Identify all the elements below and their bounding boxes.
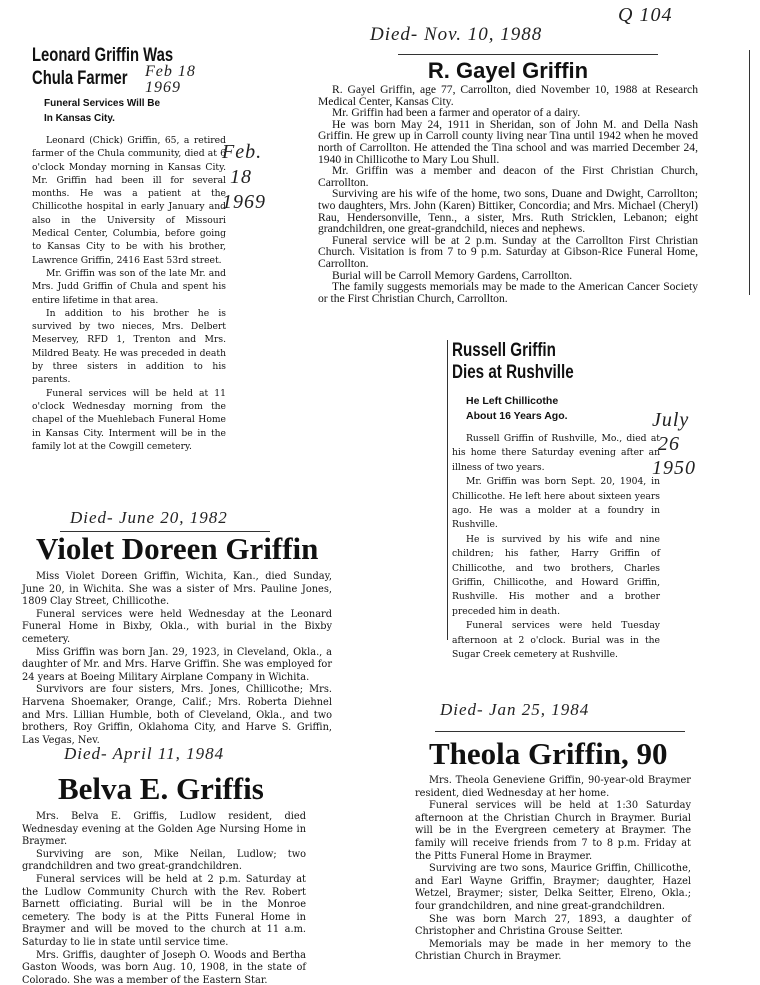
clipping-edge xyxy=(749,50,750,295)
handwritten-date: Died- Nov. 10, 1988 xyxy=(370,24,543,45)
paragraph: Mr. Griffin had been a farmer and operator of a dairy. xyxy=(332,106,581,120)
divider xyxy=(435,731,685,732)
headline-line-2: Dies at Rushville xyxy=(452,362,574,383)
hand-month: Feb. xyxy=(222,141,263,163)
paragraph: Leonard (Chick) Griffin, 65, a retired farmer of the Chula community, died at 6 o'clock Monday morning in Kansas City. Mr. Griffin had been ill for several months. He was a patient at the Chillicothe hospital in early January and also in the University of Missouri Medical Center, Columbia, before going to Kansas City to be with his brother, Lawrence Griffin, 2416 East 53rd street. xyxy=(32,135,226,266)
headline: Theola Griffin, 90 xyxy=(429,736,668,771)
paragraph: Mr. Griffin was son of the late Mr. and Mrs. Judd Griffin of Chula and spent his entire lifetime in that area. xyxy=(32,267,226,306)
headline-line-2: Chula Farmer xyxy=(32,68,128,89)
subhead-line-1: He Left Chillicothe xyxy=(466,395,559,407)
paragraph: He was born May 24, 1911 in Sheridan, son of John M. and Della Nash Griffin. He grew up in Carroll county living near Tina until 1942 when he moved north of Carrollton. He attended the Tina school and was married December 24, 1940 in Chillicothe to Mary Lou Shull. xyxy=(318,117,698,166)
paragraph: Mr. Griffin was a member and deacon of the First Christian Church, Carrollton. xyxy=(318,164,698,189)
page-number-note: Q 104 xyxy=(618,4,673,26)
hand-day: 18 xyxy=(230,166,252,188)
paragraph: Russell Griffin of Rushville, Mo., died at his home there Saturday evening after an illness of two years. xyxy=(452,433,660,473)
handwritten-date: Died- June 20, 1982 xyxy=(70,508,228,527)
handwritten-margin-date xyxy=(222,140,266,215)
clipping-belva-e-griffis xyxy=(22,772,306,985)
hand-year: 1969 xyxy=(222,191,266,213)
paragraph: Surviving are two sons, Maurice Griffin, Chillicothe, and Earl Wayne Griffin, Braymer; daughter, Hazel Wetzel, Braymer; sister, Delka Seitter, Elreno, Okla.; four grandchildren, and nine great-grandchildren. xyxy=(415,863,691,912)
paragraph: He is survived by his wife and nine children; his father, Harry Griffin of Chillicothe, and two brothers, Charles Griffin, Chillicothe, and Howard Griffin, Rushville. His mother and a brother preceded him in death. xyxy=(452,533,660,617)
clipping-leonard-griffin xyxy=(32,44,226,453)
hand-month: July xyxy=(652,409,690,431)
handwritten-date: Died- April 11, 1984 xyxy=(64,744,225,763)
subhead-line-1: Funeral Services Will Be xyxy=(44,98,161,109)
paragraph: Funeral services will be held at 1:30 Saturday afternoon at the Christian Church in Braymer. Burial will be in the Evergreen cemetery at Braymer. The family will receive friends from 7 to 8 p.m. Friday at the Pitts Funeral Home in Braymer. xyxy=(415,800,691,862)
headline-line-1: Russell Griffin xyxy=(452,340,556,361)
paragraph: Funeral services will be held at 2 p.m. Saturday at the Ludlow Community Church with the Rev. Robert Barnett officiating. Burial will be in the Monroe cemetery. The body is at the Pitts Funeral Home in Braymer and will be moved to the church at 11 a.m. Saturday to lie in state until service time. xyxy=(22,873,306,948)
paragraph: She was born March 27, 1893, a daughter of Christopher and Christina Grouse Seitter. xyxy=(415,913,691,938)
headline: R. Gayel Griffin xyxy=(427,58,589,83)
handwritten-margin-date xyxy=(652,408,696,480)
divider xyxy=(398,54,658,55)
paragraph: Mrs. Theola Geneviene Griffin, 90-year-old Braymer resident, died Wednesday at her home. xyxy=(415,775,691,799)
paragraph: Miss Violet Doreen Griffin, Wichita, Kan., died Sunday, June 20, in Wichita. She was a sister of Mrs. Pauline Jones, 1809 Clay Street, Chillicothe. xyxy=(22,571,332,608)
headline: Violet Doreen Griffin xyxy=(36,531,319,566)
subhead-line-2: In Kansas City. xyxy=(44,113,115,124)
hand-day: 26 xyxy=(658,433,680,455)
paragraph: Mrs. Belva E. Griffis, Ludlow resident, died Wednesday evening at the Golden Age Nursing Home in Braymer. xyxy=(22,811,306,848)
clipping-russell-griffin xyxy=(452,340,660,663)
paragraph: The family suggests memorials may be made to the American Cancer Society or the First Christian Church, Carrollton. xyxy=(318,280,698,305)
hand-year: 1950 xyxy=(652,457,696,479)
handwritten-date: Feb 18 1969 xyxy=(145,63,196,96)
headline-line-1: Leonard Griffin Was xyxy=(32,45,174,66)
clipping-r-gayel-griffin xyxy=(318,58,698,304)
clipping-edge xyxy=(447,340,448,640)
paragraph: Funeral services were held Tuesday afternoon at 2 o'clock. Burial was in the Sugar Creek cemetery at Rushville. xyxy=(452,620,660,661)
paragraph: Memorials may be made in her memory to the Christian Church in Braymer. xyxy=(415,938,691,963)
paragraph: Funeral services will be held at 11 o'clock Wednesday morning from the chapel of the Muehlebach Funeral Home in Kansas City. Interment will be in the family lot at the Cowgill cemetery. xyxy=(32,387,226,452)
handwritten-date: Died- Jan 25, 1984 xyxy=(440,700,590,719)
paragraph: Surviving are son, Mike Neilan, Ludlow; two grandchildren and two great-grandchildren. xyxy=(22,848,306,873)
headline: Belva E. Griffis xyxy=(58,771,264,806)
paragraph: Mr. Griffin was born Sept. 20, 1904, in Chillicothe. He left here about sixteen years ago. He was a molder at a foundry in Rushville. xyxy=(452,476,660,531)
paragraph: Funeral service will be at 2 p.m. Sunday at the Carrollton First Christian Church. Visitation is from 7 to 9 p.m. Saturday at Gibson-Rice Funeral Home, Carrollton. xyxy=(318,233,698,270)
clipping-theola-griffin xyxy=(415,737,691,964)
paragraph: Survivors are four sisters, Mrs. Jones, Chillicothe; Mrs. Harvena Shoemaker, Orange, Calif.; Mrs. Roberta Diehnel and Mrs. Lillian Humble, both of Cleveland, Okla., and two brothers, Roy Griffin, Oklahoma City, and Harve S. Griffin, Las Vegas, Nev. xyxy=(22,684,332,746)
paragraph: Burial will be Carroll Memory Gardens, Carrollton. xyxy=(332,268,573,282)
paragraph: Surviving are his wife of the home, two sons, Duane and Dwight, Carrollton; two daughters, Mrs. John (Karen) Bittiker, Concordia; and Mrs. Michael (Cheryl) Rau, Hendersonville, Tenn., a sister, Mrs. Ruth Stricklen, Lebanon; eight grandchildren, one great-grandchild, nieces and nephews. xyxy=(318,187,698,236)
paragraph: In addition to his brother he is survived by two nieces, Mrs. Delbert Meservey, RFD 1, Trenton and Mrs. Mildred Beaty. He was preceded in death by three sisters in addition to his parents. xyxy=(32,307,226,386)
subhead-line-2: About 16 Years Ago. xyxy=(466,410,568,422)
paragraph: Miss Griffin was born Jan. 29, 1923, in Cleveland, Okla., a daughter of Mr. and Mrs. Harve Griffin. She was employed for 24 years at Boeing Military Airplane Company in Wichita. xyxy=(22,646,332,683)
paragraph: Mrs. Griffis, daughter of Joseph O. Woods and Bertha Gaston Woods, was born Aug. 10, 1908, in the state of Colorado. She was a member of the Eastern Star. xyxy=(22,949,306,985)
paragraph: Funeral services were held Wednesday at the Leonard Funeral Home in Bixby, Okla., with burial in the Bixby cemetery. xyxy=(22,608,332,645)
clipping-violet-doreen-griffin xyxy=(22,532,332,747)
paragraph: R. Gayel Griffin, age 77, Carrollton, died November 10, 1988 at Research Medical Center, Kansas City. xyxy=(318,83,698,108)
